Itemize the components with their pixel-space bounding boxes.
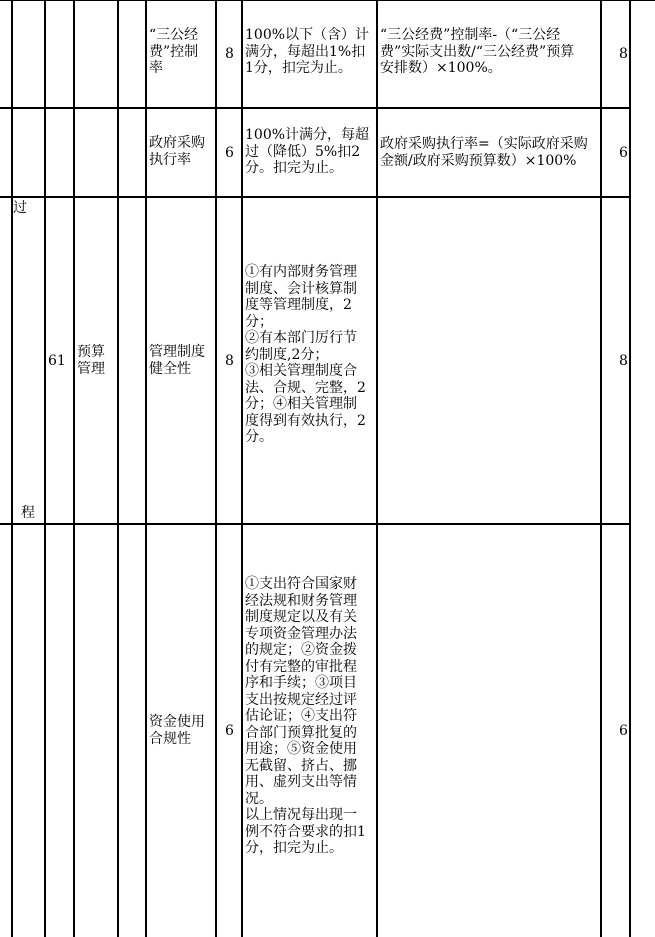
indicator-formula: 政府采购执行率=（实际政府采购 金额/政府采购预算数）×100% bbox=[380, 136, 588, 169]
weight-value: 8 bbox=[225, 46, 234, 62]
indicator-name: 政府采购 执行率 bbox=[149, 135, 205, 168]
col-border bbox=[600, 0, 602, 937]
col-border bbox=[376, 0, 378, 937]
weight-value: 6 bbox=[225, 145, 234, 161]
scoring-standard: ①支出符合国家财 经法规和财务管理 制度规定以及有关 专项资金管理办法 的规定；②资金拨 付有完整的审批程 序和手续；③项目 支出按规定经过评 估论证；④支出符 合部门预算批复的 用途；⑤资金使用 无截留、挤占、挪 用、虚列支出等情 况。 以上情况每出现一 例不符合要求的扣1 分，扣完为止。 bbox=[245, 576, 366, 856]
col-border bbox=[11, 0, 13, 937]
col-border bbox=[629, 0, 631, 937]
weight-value: 8 bbox=[225, 353, 234, 369]
row-border bbox=[0, 196, 631, 198]
stage-label-bottom: 程 bbox=[21, 505, 35, 521]
col-border bbox=[44, 0, 46, 937]
col-border bbox=[145, 0, 147, 937]
scoring-standard: 100%计满分，每超 过（降低）5%扣2 分。扣完为止。 bbox=[245, 127, 370, 176]
col-border bbox=[117, 0, 119, 937]
scoring-standard: ①有内部财务管理 制度、会计核算制 度等管理制度，2 分； ②有本部门厉行节 约制度,2分； ③相关管理制度合 法、合规、完整，2 分；④相关管理制 度得到有效执行，2 分。 bbox=[245, 264, 366, 445]
col-border bbox=[215, 0, 217, 937]
weight-value: 6 bbox=[225, 723, 234, 739]
indicator-formula: “三公经费”控制率-（“三公经 费”实际支出数/“三公经费”预算 安排数）×100%。 bbox=[380, 27, 575, 76]
level2-name: 预算 管理 bbox=[77, 344, 105, 377]
score-value: 6 bbox=[619, 145, 628, 161]
level2-score: 61 bbox=[48, 353, 66, 369]
score-value: 6 bbox=[619, 723, 628, 739]
scoring-standard: 100%以下（含）计 满分，每超出1%扣 1分，扣完为止。 bbox=[245, 27, 370, 76]
row-border-top bbox=[0, 0, 655, 1]
indicator-name: 管理制度 健全性 bbox=[149, 344, 205, 377]
row-border bbox=[0, 523, 631, 525]
score-value: 8 bbox=[619, 46, 628, 62]
score-value: 8 bbox=[619, 353, 628, 369]
indicator-name: 资金使用 合规性 bbox=[149, 714, 205, 747]
indicator-name: “三公经 费”控制 率 bbox=[149, 27, 199, 76]
stage-label-top: 过 bbox=[13, 200, 27, 216]
col-border bbox=[241, 0, 243, 937]
col-border bbox=[73, 0, 75, 937]
row-border bbox=[0, 107, 631, 109]
